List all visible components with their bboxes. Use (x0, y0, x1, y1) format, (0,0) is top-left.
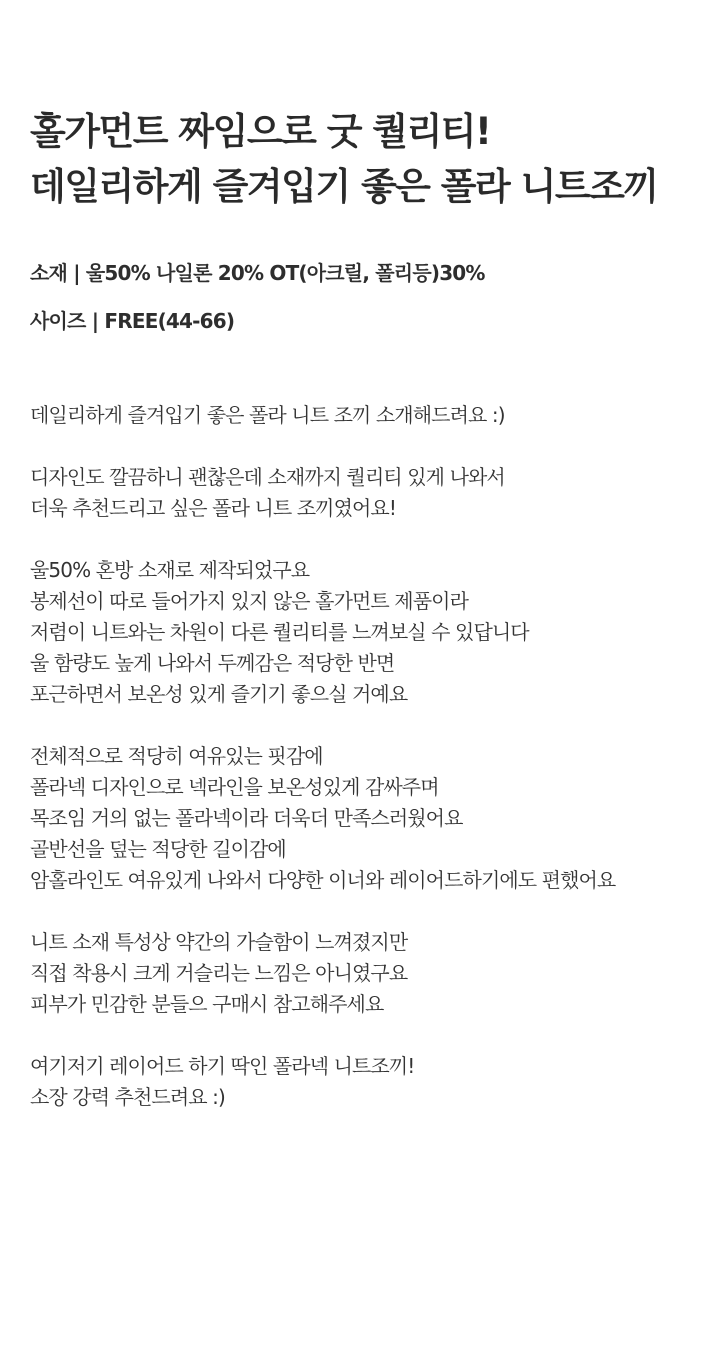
size-spec: 사이즈 | FREE(44-66) (30, 309, 235, 333)
headline-line: 홀가먼트 짜임으로 굿 퀄리티! (30, 110, 491, 153)
description-line: 피부가 민감한 분들으 구매시 참고해주세요 (30, 992, 384, 1016)
description-line: 소장 강력 추천드려요 :) (30, 1085, 225, 1109)
description-paragraph (30, 741, 615, 896)
description-line: 포근하면서 보온성 있게 즐기기 좋으실 거예요 (30, 682, 408, 706)
description-line: 봉제선이 따로 들어가지 있지 않은 홀가먼트 제품이라 (30, 589, 468, 613)
description-line: 전체적으로 적당히 여유있는 핏감에 (30, 744, 323, 768)
description-paragraph (30, 462, 615, 524)
description-line: 폴라넥 디자인으로 넥라인을 보온성있게 감싸주며 (30, 775, 439, 799)
description-paragraph (30, 1051, 615, 1113)
description-body (30, 400, 615, 1144)
description-paragraph (30, 927, 615, 1020)
description-line: 저렴이 니트와는 차원이 다른 퀄리티를 느껴보실 수 있답니다 (30, 620, 529, 644)
description-line: 데일리하게 즐겨입기 좋은 폴라 니트 조끼 소개해드려요 :) (30, 403, 505, 427)
description-line: 디자인도 깔끔하니 괜찮은데 소재까지 퀄리티 있게 나와서 (30, 465, 505, 489)
description-line: 직접 착용시 크게 거슬리는 느낌은 아니였구요 (30, 961, 408, 985)
description-line: 골반선을 덮는 적당한 길이감에 (30, 837, 286, 861)
description-line: 여기저기 레이어드 하기 딱인 폴라넥 니트조끼! (30, 1054, 415, 1078)
description-line: 울 함량도 높게 나와서 두께감은 적당한 반면 (30, 651, 395, 675)
headline (30, 104, 658, 214)
description-paragraph (30, 400, 615, 431)
description-line: 더욱 추천드리고 싶은 폴라 니트 조끼였어요! (30, 496, 396, 520)
description-line: 목조임 거의 없는 폴라넥이라 더욱더 만족스러웠어요 (30, 806, 463, 830)
description-line: 암홀라인도 여유있게 나와서 다양한 이너와 레이어드하기에도 편했어요 (30, 868, 616, 892)
headline-line: 데일리하게 즐겨입기 좋은 폴라 니트조끼 (30, 165, 658, 208)
description-line: 울50% 혼방 소재로 제작되었구요 (30, 558, 310, 582)
description-paragraph (30, 555, 615, 710)
description-line: 니트 소재 특성상 약간의 가슬함이 느껴졌지만 (30, 930, 408, 954)
material-spec: 소재 | 울50% 나일론 20% OT(아크릴, 폴리등)30% (30, 261, 485, 285)
